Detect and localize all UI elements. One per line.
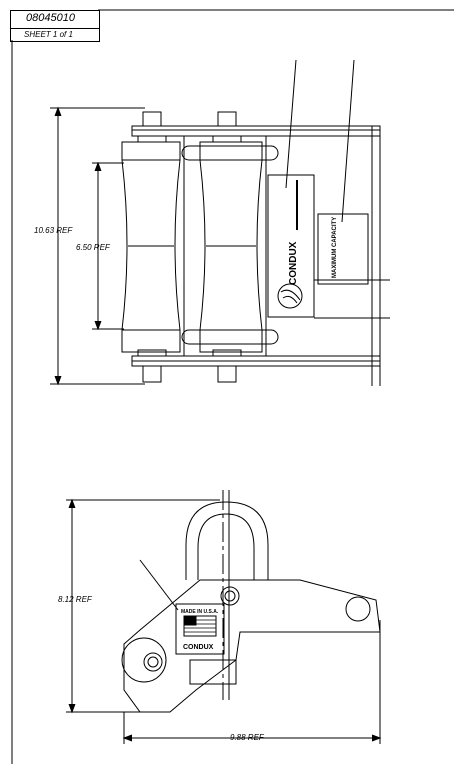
dim-10-63-arrow-bottom bbox=[55, 376, 61, 384]
leader-capacity bbox=[342, 60, 354, 222]
nut-upper-inner bbox=[225, 591, 235, 601]
leader-brand bbox=[286, 60, 296, 188]
nut-lower-inner bbox=[148, 657, 158, 667]
shackle-bottom bbox=[182, 330, 278, 344]
drawing-number: 08045010 bbox=[26, 12, 75, 24]
brand-logo-icon bbox=[278, 284, 302, 308]
dim-6-50-label: 6.50 REF bbox=[76, 243, 110, 252]
dim-9-88-arrow-left bbox=[124, 735, 132, 741]
shackle-top bbox=[182, 146, 278, 160]
dim-6-50-arrow-bottom bbox=[95, 321, 101, 329]
front-view bbox=[50, 60, 390, 386]
brand-logo-swoosh bbox=[281, 290, 300, 303]
plate-made-in-label: MADE IN U.S.A. bbox=[181, 609, 219, 615]
dim-10-63-arrow-top bbox=[55, 108, 61, 116]
capacity-label: MAXIMUM CAPACITY bbox=[332, 216, 338, 278]
brand-label: CONDUX bbox=[288, 241, 299, 285]
top-bolt-right bbox=[218, 112, 236, 126]
side-view bbox=[66, 490, 380, 744]
dim-6-50-arrow-top bbox=[95, 163, 101, 171]
top-frame-plate bbox=[132, 126, 380, 136]
top-washer-left bbox=[138, 136, 166, 142]
flag-canton bbox=[184, 616, 196, 625]
bottom-washer-left bbox=[138, 350, 166, 356]
dim-10-63-label: 10.63 REF bbox=[34, 226, 73, 235]
bottom-bolt-right bbox=[218, 366, 236, 382]
dim-8-12-arrow-bottom bbox=[69, 704, 75, 712]
top-washer-right bbox=[213, 136, 241, 142]
dim-9-88-arrow-right bbox=[372, 735, 380, 741]
nut-upper-icon bbox=[221, 587, 239, 605]
nut-lower-icon bbox=[144, 653, 162, 671]
roller-right bbox=[200, 142, 262, 352]
plate-brand-label: CONDUX bbox=[183, 644, 214, 651]
dim-9-88-label: 9.88 REF bbox=[230, 733, 264, 742]
roller-left bbox=[122, 142, 180, 352]
side-body bbox=[124, 580, 380, 712]
sheet-number: SHEET 1 of 1 bbox=[24, 30, 73, 39]
bottom-washer-right bbox=[213, 350, 241, 356]
leader-nameplate bbox=[140, 560, 178, 610]
dim-8-12-label: 8.12 REF bbox=[58, 595, 92, 604]
capacity-label-plate bbox=[318, 214, 368, 284]
side-shackle-inner bbox=[198, 514, 254, 580]
bottom-bolt-left bbox=[143, 366, 161, 382]
pivot-hole-icon bbox=[346, 597, 370, 621]
top-bolt-left bbox=[143, 112, 161, 126]
dim-8-12-arrow-top bbox=[69, 500, 75, 508]
